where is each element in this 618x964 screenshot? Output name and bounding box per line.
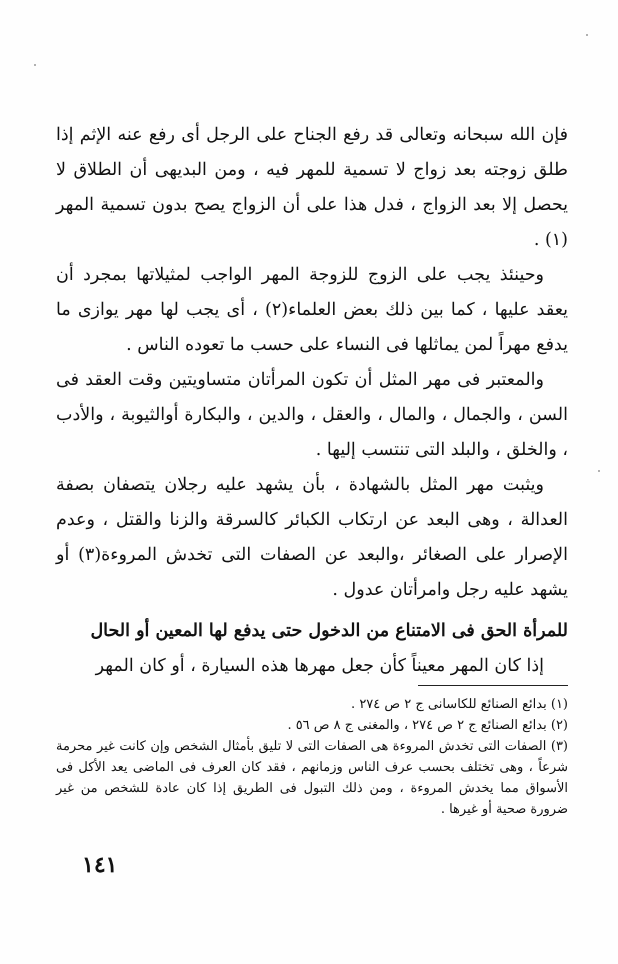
- paragraph-2: وحينئذ يجب على الزوج للزوجة المهر الواجب لمثيلاتها بمجرد أن يعقد عليها ، كما بين ذلك بعض العلماء(٢) ، أى يجب لها مهر يوازى ما يدفع مهراً لمن يماثلها فى النساء على حسب ما تعوده الناس .: [56, 265, 569, 355]
- page-number: ١٤١: [82, 852, 118, 878]
- paragraph-5: إذا كان المهر معيناً كأن جعل مهرها هذه السيارة ، أو كان المهر: [95, 656, 544, 676]
- section-heading: للمرأة الحق فى الامتناع من الدخول حتى يدفع لها المعين أو الحال: [90, 621, 568, 641]
- footnote-3: (٣) الصفات التى تخدش المروءة هى الصفات التى لا تليق بأمثال الشخص وإن كانت غير محرمة شرعاً ، وهى تختلف بحسب عرف الناس وزمانهم ، فقد كان العرف فى الماضى يعد الأكل فى الأسواق مما يخدش المروءة ، ومن ذلك التبول فى الطريق إذا كان عادة للشخص من غير ضرورة صحية أو غيرها .: [56, 739, 568, 817]
- scan-speck: [598, 470, 600, 472]
- scan-speck: [34, 64, 36, 66]
- paragraph-1: فإن الله سبحانه وتعالى قد رفع الجناح على الرجل أى رفع عنه الإثم إذا طلق زوجته بعد زواج لا تسمية للمهر فيه ، ومن البديهى أن الطلاق لا يحصل إلا بعد الزواج ، فدل هذا على أن الزواج يصح بدون تسمية المهر (١) .: [56, 125, 568, 250]
- paragraph-3: والمعتبر فى مهر المثل أن تكون المرأتان متساويتين وقت العقد فى السن ، والجمال ، والمال ، والعقل ، والدين ، والبكارة أوالثيوبة ، والأدب ، والخلق ، والبلد التى تنتسب إليها .: [56, 370, 568, 460]
- footnote-separator: [418, 685, 568, 686]
- footnote-1: (١) بدائع الصنائع للكاسانى ج ٢ ص ٢٧٤ .: [351, 697, 568, 712]
- footnote-2: (٢) بدائع الصنائع ج ٢ ص ٢٧٤ ، والمغنى ج ٨ ص ٥٦ .: [287, 718, 568, 733]
- paragraph-4: ويثبت مهر المثل بالشهادة ، بأن يشهد عليه رجلان يتصفان بصفة العدالة ، وهى البعد عن ارتكاب الكبائر كالسرقة والزنا والقتل ، وعدم الإصرار على الصغائر ،والبعد عن الصفات التى تخدش المروءة(٣) أو يشهد عليه رجل وامرأتان عدول .: [56, 475, 568, 600]
- scan-speck: [586, 34, 588, 36]
- footnotes: [56, 694, 568, 820]
- main-text: [56, 118, 568, 684]
